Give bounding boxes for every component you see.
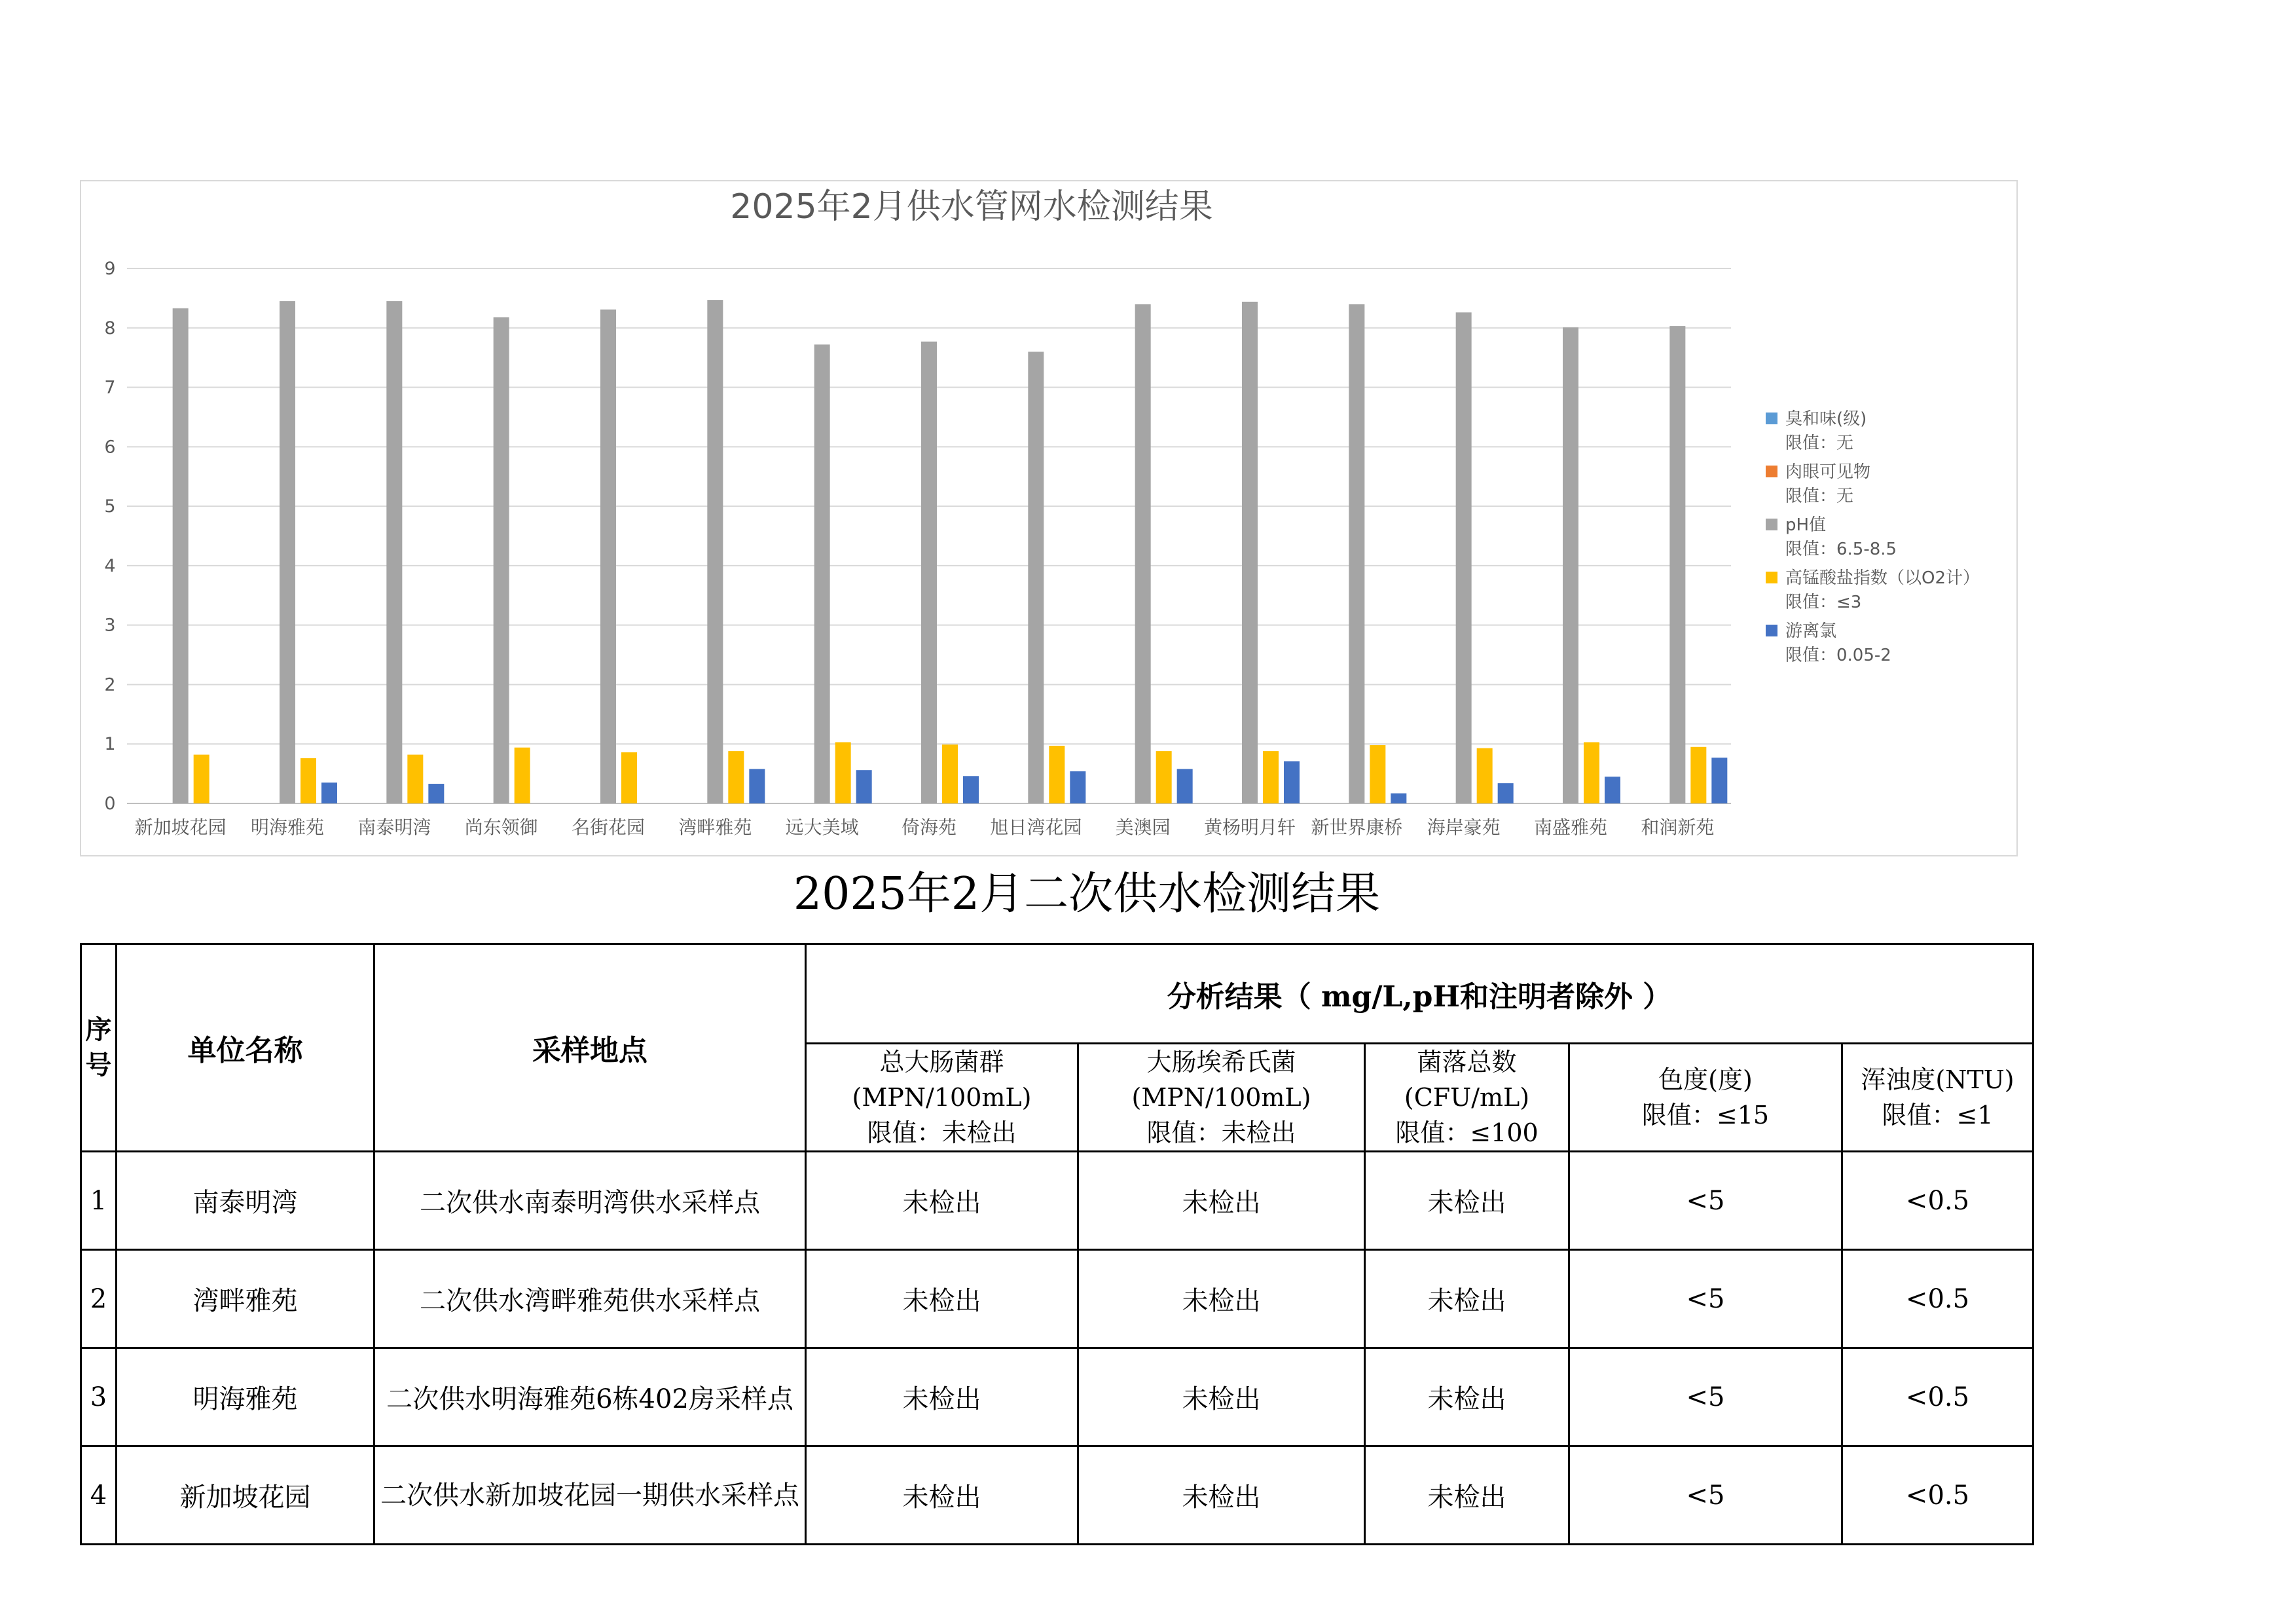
x-tick-label: 美澳园 — [1115, 817, 1171, 838]
bar — [1690, 747, 1706, 803]
bar — [1477, 748, 1493, 803]
bar — [728, 751, 744, 803]
row-total-coliform: 未检出 — [806, 1250, 1078, 1348]
legend-series-name: 高锰酸盐指数（以O2计） — [1785, 568, 1980, 588]
row-chroma: <5 — [1569, 1152, 1842, 1250]
bar — [1584, 742, 1599, 803]
x-tick-label: 明海雅苑 — [250, 817, 325, 838]
y-tick-label: 0 — [104, 794, 116, 814]
y-tick-label: 5 — [104, 496, 116, 517]
bar — [494, 317, 509, 803]
chart-title: 2025年2月供水管网水检测结果 — [730, 187, 1213, 227]
bar-chart — [81, 181, 2019, 858]
bar — [280, 301, 295, 803]
table-row — [81, 1250, 2033, 1348]
bar — [1156, 751, 1172, 803]
bar — [407, 755, 423, 803]
row-sampling-site: 二次供水明海雅苑6栋402房采样点 — [374, 1348, 806, 1446]
row-ecoli: 未检出 — [1078, 1152, 1365, 1250]
header-sampling-site: 采样地点 — [374, 944, 806, 1152]
row-turbidity: <0.5 — [1842, 1446, 2033, 1545]
row-seq: 2 — [81, 1250, 117, 1348]
y-tick-label: 7 — [104, 377, 116, 398]
bar — [1711, 758, 1727, 803]
table-row — [81, 1152, 2033, 1250]
bar — [707, 300, 723, 803]
header-analysis-results: 分析结果（ mg/L,pH和注明者除外 ） — [806, 944, 2033, 1044]
bar — [194, 755, 210, 803]
bar — [1669, 326, 1685, 803]
row-turbidity: <0.5 — [1842, 1250, 2033, 1348]
header-ecoli: 大肠埃希氏菌 (MPN/100mL) 限值：未检出 — [1078, 1044, 1365, 1152]
row-colony-count: 未检出 — [1365, 1446, 1569, 1545]
legend-series-name: 肉眼可见物 — [1785, 462, 1871, 482]
table-row — [81, 1348, 2033, 1446]
row-colony-count: 未检出 — [1365, 1250, 1569, 1348]
legend-swatch — [1766, 519, 1777, 530]
bar — [1263, 751, 1279, 803]
bar — [1456, 312, 1472, 803]
bar — [1028, 352, 1044, 803]
bar — [1370, 745, 1385, 803]
bar — [1391, 794, 1406, 803]
bar — [1177, 769, 1193, 803]
y-tick-label: 1 — [104, 734, 116, 755]
legend-series-name: 游离氯 — [1785, 621, 1837, 641]
row-colony-count: 未检出 — [1365, 1348, 1569, 1446]
legend-series-limit: 限值：≤3 — [1785, 593, 1862, 612]
bar — [321, 782, 337, 803]
chart-gridlines — [104, 259, 1731, 814]
bar — [1049, 746, 1065, 803]
header-turbidity: 浑浊度(NTU) 限值：≤1 — [1842, 1044, 2033, 1152]
bar — [1349, 304, 1364, 803]
x-tick-label: 旭日湾花园 — [990, 817, 1082, 838]
legend-swatch — [1766, 413, 1777, 424]
x-tick-label: 名街花园 — [571, 817, 646, 838]
y-tick-label: 4 — [104, 555, 116, 576]
bar — [600, 310, 616, 803]
row-turbidity: <0.5 — [1842, 1152, 2033, 1250]
header-chroma: 色度(度) 限值：≤15 — [1569, 1044, 1842, 1152]
header-colony-count: 菌落总数 (CFU/mL) 限值：≤100 — [1365, 1044, 1569, 1152]
bar — [301, 758, 316, 803]
bar — [942, 744, 958, 803]
header-unit-name: 单位名称 — [117, 944, 374, 1152]
row-seq: 4 — [81, 1446, 117, 1545]
legend-series-limit: 限值：无 — [1785, 487, 1854, 506]
chart-x-labels — [135, 817, 1715, 838]
legend-series-limit: 限值：6.5-8.5 — [1785, 540, 1897, 559]
row-unit-name: 湾畔雅苑 — [117, 1250, 374, 1348]
row-chroma: <5 — [1569, 1348, 1842, 1446]
bar — [1284, 762, 1300, 803]
x-tick-label: 新加坡花园 — [134, 817, 227, 838]
results-table — [80, 943, 2034, 1545]
chart-container — [80, 180, 2018, 856]
row-chroma: <5 — [1569, 1446, 1842, 1545]
row-turbidity: <0.5 — [1842, 1348, 2033, 1446]
x-tick-label: 黄杨明月轩 — [1203, 817, 1296, 838]
legend-swatch — [1766, 466, 1777, 477]
y-tick-label: 6 — [104, 437, 116, 458]
bar — [1605, 777, 1620, 803]
row-total-coliform: 未检出 — [806, 1348, 1078, 1446]
bar — [749, 769, 765, 803]
row-unit-name: 明海雅苑 — [117, 1348, 374, 1446]
row-sampling-site: 二次供水南泰明湾供水采样点 — [374, 1152, 806, 1250]
x-tick-label: 倚海苑 — [901, 817, 957, 838]
legend-series-limit: 限值：0.05-2 — [1785, 646, 1891, 665]
row-total-coliform: 未检出 — [806, 1446, 1078, 1545]
x-tick-label: 湾畔雅苑 — [678, 817, 752, 838]
bar — [814, 344, 830, 803]
row-unit-name: 新加坡花园 — [117, 1446, 374, 1545]
bar — [1498, 783, 1514, 803]
bar — [621, 752, 637, 803]
row-chroma: <5 — [1569, 1250, 1842, 1348]
legend-series-name: 臭和味(级) — [1785, 409, 1867, 429]
x-tick-label: 新世界康桥 — [1311, 817, 1403, 838]
row-sampling-site: 二次供水新加坡花园一期供水采样点 — [374, 1446, 806, 1545]
x-tick-label: 和润新苑 — [1641, 817, 1715, 838]
table-row — [81, 1446, 2033, 1545]
header-seq: 序号 — [81, 944, 117, 1152]
bar — [428, 784, 444, 803]
bar — [173, 308, 189, 803]
legend-series-name: pH值 — [1785, 515, 1827, 535]
legend-swatch — [1766, 572, 1777, 583]
y-tick-label: 2 — [104, 674, 116, 695]
row-unit-name: 南泰明湾 — [117, 1152, 374, 1250]
bar — [921, 342, 937, 803]
row-seq: 1 — [81, 1152, 117, 1250]
x-tick-label: 海岸豪苑 — [1427, 817, 1501, 838]
bar — [386, 301, 402, 803]
row-seq: 3 — [81, 1348, 117, 1446]
table-title: 2025年2月二次供水检测结果 — [793, 868, 1381, 920]
bar — [1242, 302, 1258, 803]
y-tick-label: 3 — [104, 615, 116, 636]
x-tick-label: 南盛雅苑 — [1533, 817, 1608, 838]
row-ecoli: 未检出 — [1078, 1348, 1365, 1446]
bar — [835, 742, 851, 803]
chart-legend — [1766, 409, 1980, 665]
x-tick-label: 尚东领御 — [464, 817, 538, 838]
chart-bars — [173, 300, 1728, 803]
bar — [856, 770, 872, 803]
x-tick-label: 南泰明湾 — [357, 817, 431, 838]
row-ecoli: 未检出 — [1078, 1250, 1365, 1348]
row-ecoli: 未检出 — [1078, 1446, 1365, 1545]
bar — [963, 776, 979, 803]
header-total-coliform: 总大肠菌群 (MPN/100mL) 限值：未检出 — [806, 1044, 1078, 1152]
row-total-coliform: 未检出 — [806, 1152, 1078, 1250]
bar — [1135, 304, 1151, 803]
legend-series-limit: 限值：无 — [1785, 433, 1854, 453]
legend-swatch — [1766, 625, 1777, 636]
bar — [1070, 771, 1085, 803]
row-colony-count: 未检出 — [1365, 1152, 1569, 1250]
x-tick-label: 远大美域 — [785, 817, 859, 838]
row-sampling-site: 二次供水湾畔雅苑供水采样点 — [374, 1250, 806, 1348]
y-tick-label: 9 — [104, 259, 116, 279]
y-tick-label: 8 — [104, 318, 116, 339]
bar — [1563, 327, 1578, 803]
bar — [515, 748, 530, 803]
